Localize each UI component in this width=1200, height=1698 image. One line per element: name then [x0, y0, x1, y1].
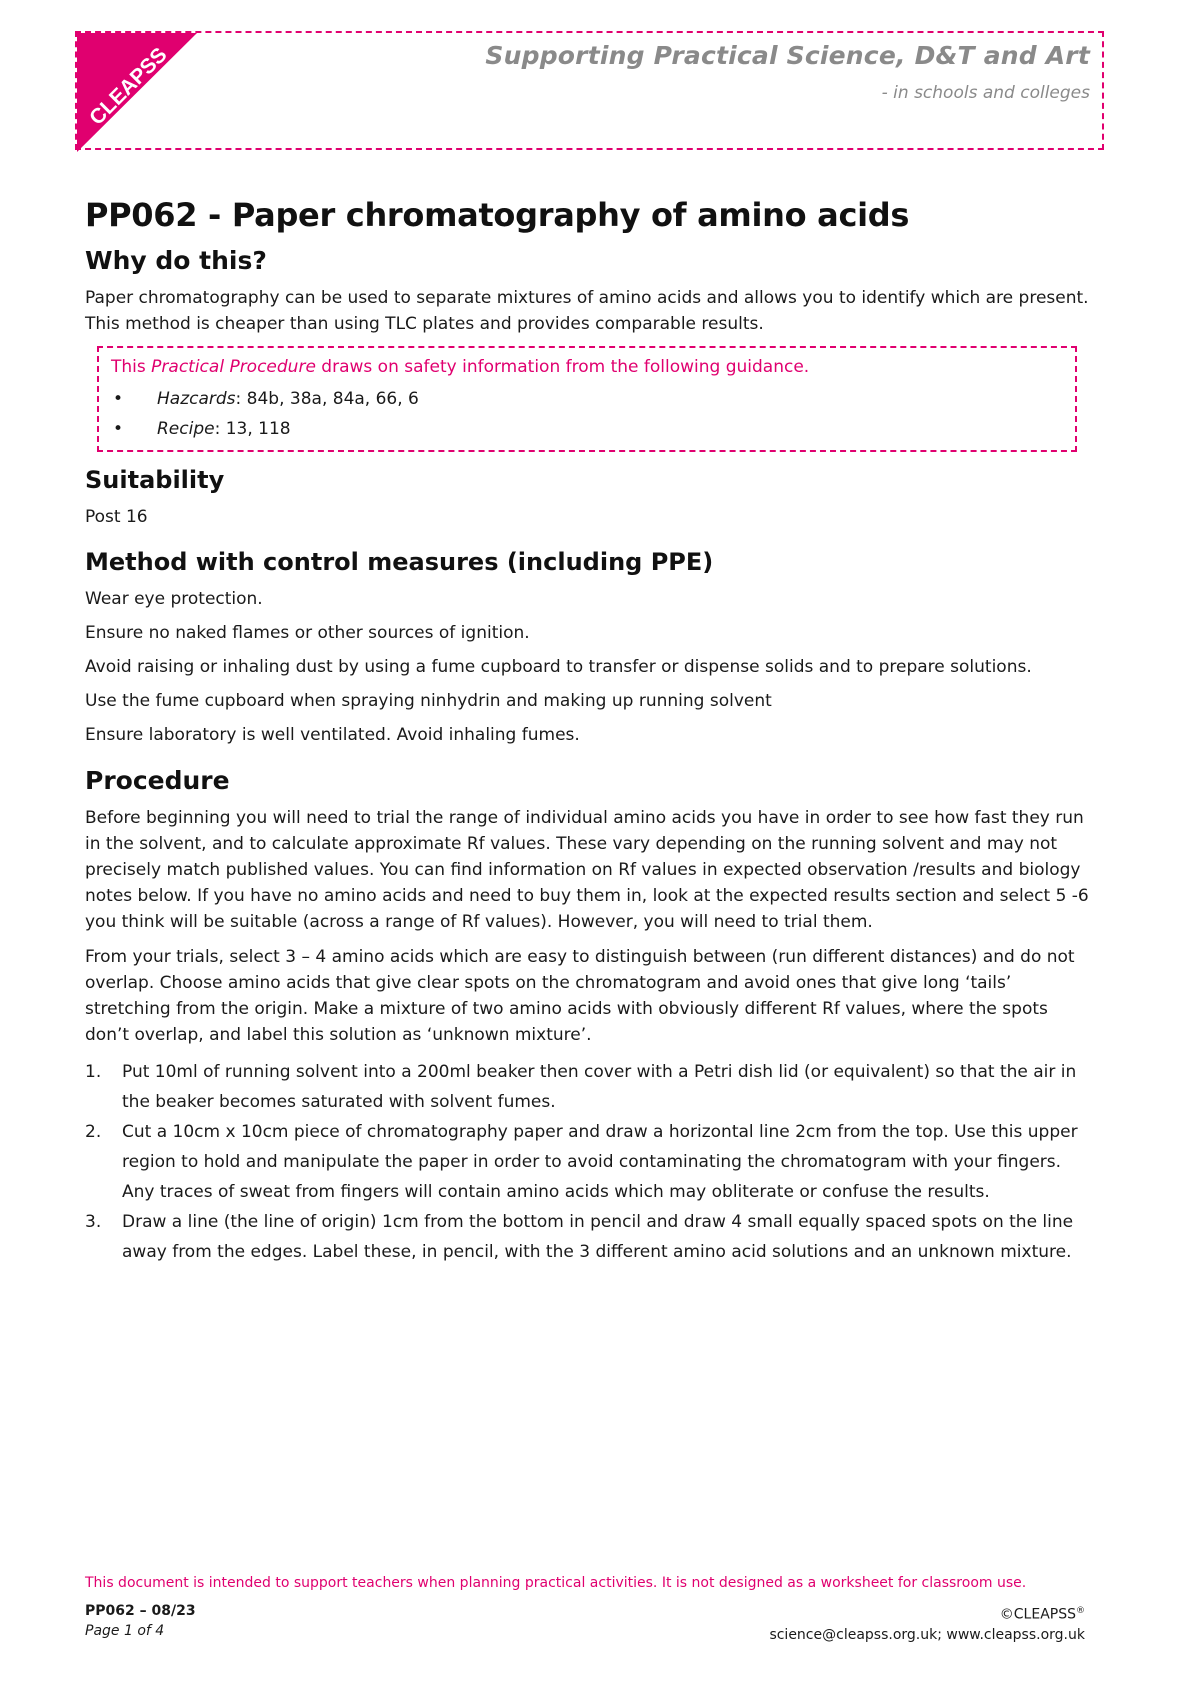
method-line: Wear eye protection. [85, 589, 263, 609]
footer-disclaimer: This document is intended to support teachers when planning practical activities. It is not designed as a worksheet for classroom use. [85, 1575, 1027, 1591]
cleapss-logo [77, 33, 197, 152]
page-number: Page 1 of 4 [85, 1623, 165, 1639]
procedure-step: 3. Draw a line (the line of origin) 1cm from the bottom in pencil and draw 4 small equally spaced spots on the line away from the edges. Label these, in pencil, with the 3 different amino acid solutions and an unknown mixture. [85, 1212, 1074, 1262]
suitability-text: Post 16 [85, 507, 148, 527]
method-section [85, 548, 1095, 748]
procedure-section [85, 766, 1095, 1267]
safety-guidance-box [97, 346, 1077, 452]
header-box [75, 31, 1104, 150]
contact-links[interactable]: science@cleapss.org.uk; www.cleapss.org.uk [769, 1626, 1085, 1643]
procedure-step: 2. Cut a 10cm x 10cm piece of chromatography paper and draw a horizontal line 2cm from the top. Use this upper region to hold and manipulate the paper in order to avoid contaminating the chromatogram with your fingers. Any traces of sweat from fingers will contain amino acids which may obliterate or confuse the results. [85, 1122, 1078, 1202]
safety-item-hazcards: • Hazcards: 84b, 38a, 84a, 66, 6 [111, 384, 1063, 414]
method-heading: Method with control measures (including PPE) [85, 548, 714, 576]
bullet-icon: • [113, 389, 124, 409]
bullet-icon: • [113, 419, 124, 439]
why-text: Paper chromatography can be used to separate mixtures of amino acids and allows you to identify which are present. This method is cheaper than using TLC plates and provides comparable results. [85, 288, 1089, 334]
safety-list [111, 384, 1063, 444]
method-line: Avoid raising or inhaling dust by using a fume cupboard to transfer or dispense solids and to prepare solutions. [85, 657, 1032, 677]
subtagline: - in schools and colleges [881, 83, 1090, 103]
safety-intro-italic: Practical Procedure [151, 357, 316, 377]
safety-intro: This Practical Procedure draws on safety information from the following guidance. [111, 357, 810, 377]
suitability-heading: Suitability [85, 466, 225, 494]
document-reference: PP062 – 08/23 [85, 1603, 196, 1619]
procedure-step: 1. Put 10ml of running solvent into a 200ml beaker then cover with a Petri dish lid (or equivalent) so that the air in the beaker becomes saturated with solvent fumes. [85, 1062, 1077, 1112]
logo-text: CLEAPSS [85, 43, 172, 130]
page-title: PP062 - Paper chromatography of amino acids [85, 196, 910, 234]
method-line: Use the fume cupboard when spraying ninhydrin and making up running solvent [85, 691, 772, 711]
document-body [85, 196, 1095, 1267]
method-line: Ensure laboratory is well ventilated. Avoid inhaling fumes. [85, 725, 580, 745]
method-line: Ensure no naked flames or other sources of ignition. [85, 623, 530, 643]
copyright: ©CLEAPSS® [999, 1606, 1085, 1623]
safety-item-recipe: • Recipe: 13, 118 [111, 414, 1063, 444]
procedure-steps [85, 1057, 1095, 1267]
procedure-heading: Procedure [85, 766, 230, 795]
footer-row [85, 1601, 1085, 1645]
why-heading: Why do this? [85, 246, 267, 275]
procedure-paragraph: From your trials, select 3 – 4 amino acids which are easy to distinguish between (run different distances) and do not overlap. Choose amino acids that give clear spots on the chromatogram and avoid ones that give long ‘tails’ stretching from the origin. Make a mixture of two amino acids with obviously different Rf values, where the spots don’t overlap, and label this solution as ‘unknown mixture’. [85, 947, 1075, 1045]
tagline: Supporting Practical Science, D&T and Art [485, 41, 1090, 70]
page-footer [85, 1575, 1085, 1645]
procedure-paragraph: Before beginning you will need to trial the range of individual amino acids you have in order to see how fast they run in the solvent, and to calculate approximate Rf values. These vary depending on the running solvent and may not precisely match published values. You can find information on Rf values in expected observation /results and biology notes below. If you have no amino acids and need to buy them in, look at the expected results section and select 5 -6 you think will be suitable (across a range of Rf values). However, you will need to trial them. [85, 808, 1089, 932]
